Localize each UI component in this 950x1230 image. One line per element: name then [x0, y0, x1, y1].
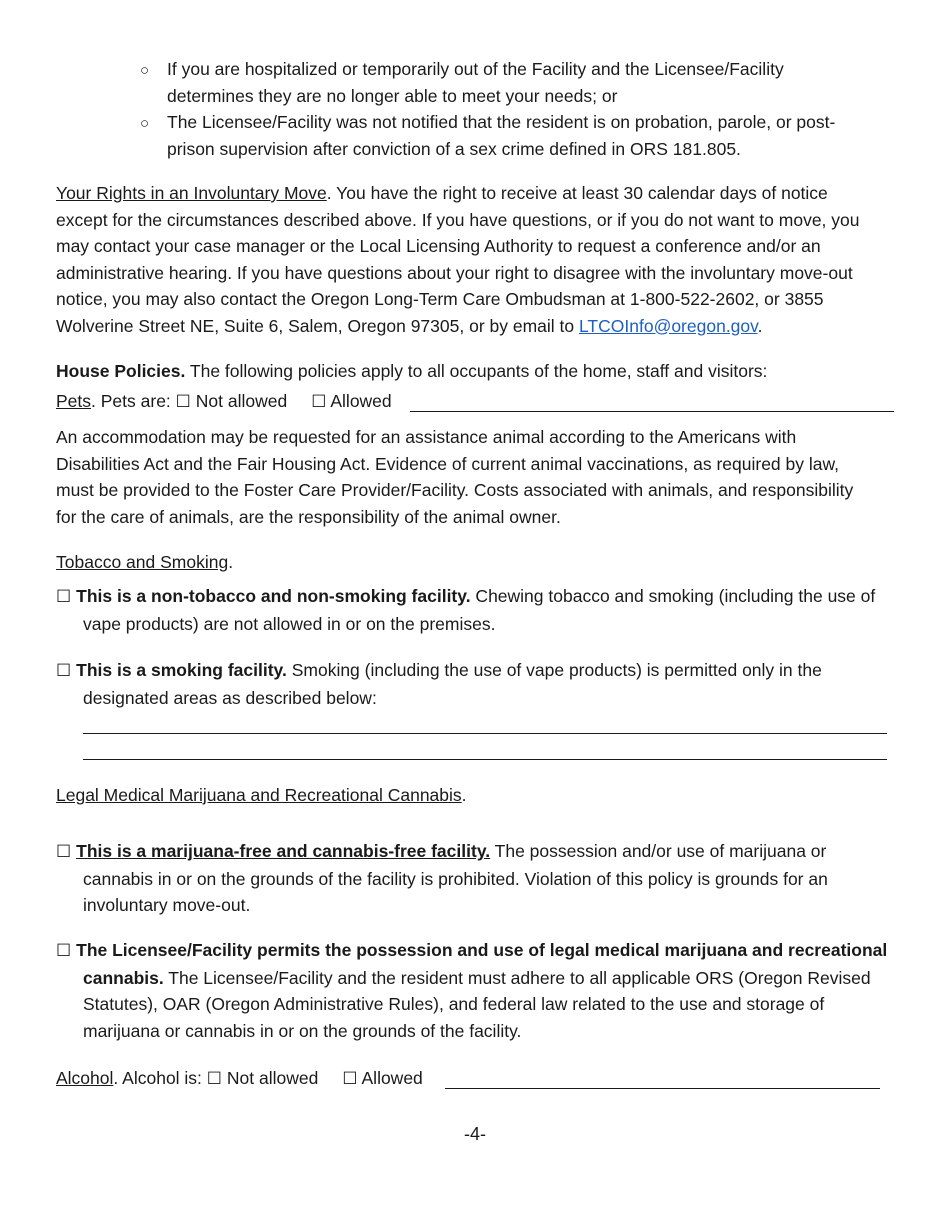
tobacco-heading: Tobacco and Smoking	[56, 552, 229, 572]
pets-label: Pets	[56, 391, 92, 411]
alcohol-allowed-blank-line[interactable]	[445, 1088, 880, 1089]
bullet-item: If you are hospitalized or temporarily out of the Facility and the Licensee/Facility determines they are no longer able to meet your needs; or	[167, 59, 784, 106]
page-number: -4-	[464, 1124, 486, 1144]
pets-line: Pets. Pets are: ☐ Not allowed ☐ Allowed	[56, 388, 392, 416]
rights-paragraph: Your Rights in an Involuntary Move. You have the right to receive at least 30 calendar days of notice except for the circumstances described above. If you have questions, or if you do not want to move, you may contact your case manager or the Local Licensing Authority to request a conference and/or an administrative hearing. If you have questions about your right to disagree with the involuntary move-out notice, you may also contact the Oregon Long-Term Care Ombudsman at 1-800-522-2602, or 3855 Wolverine Street NE, Suite 6, Salem, Oregon 97305, or by email to LTCOInfo@oregon.gov.	[56, 183, 860, 336]
tobacco-option-smoking: ☐ This is a smoking facility. Smoking (including the use of vape products) is permitted only in the designated areas as described below:	[56, 660, 822, 708]
pets-accommodation-paragraph: An accommodation may be requested for an assistance animal according to the Americans with Disabilities Act and the Fair Housing Act. Evidence of current animal vaccinations, as required by law, must be provided to the Foster Care Provider/Facility. Costs associated with animals, and responsibility for the care of animals, are the responsibility of the animal owner.	[56, 427, 854, 527]
nonsmoking-checkbox[interactable]: ☐	[56, 587, 72, 606]
marijuana-permitted-checkbox[interactable]: ☐	[56, 941, 72, 960]
marijuana-free-checkbox[interactable]: ☐	[56, 842, 72, 861]
alcohol-allowed-checkbox[interactable]: ☐	[342, 1069, 358, 1088]
smoking-areas-blank-line[interactable]	[83, 733, 887, 734]
marijuana-option-free: ☐ This is a marijuana-free and cannabis-free facility. The possession and/or use of marijuana or cannabis in or on the grounds of the facility is prohibited. Violation of this policy is grounds for an involuntary move-out.	[56, 841, 828, 915]
marijuana-heading: Legal Medical Marijuana and Recreational Cannabis	[56, 785, 462, 805]
tobacco-option-nonsmoking: ☐ This is a non-tobacco and non-smoking facility. Chewing tobacco and smoking (including the use of vape products) are not allowed in or on the premises.	[56, 586, 876, 634]
rights-heading: Your Rights in an Involuntary Move	[56, 183, 327, 203]
bullet-marker: ○	[140, 115, 150, 132]
alcohol-line: Alcohol. Alcohol is: ☐ Not allowed ☐ Allowed	[56, 1065, 423, 1093]
alcohol-label: Alcohol	[56, 1068, 114, 1088]
house-policies-heading: House Policies.	[56, 361, 186, 381]
marijuana-heading-line: Legal Medical Marijuana and Recreational Cannabis.	[56, 785, 467, 805]
ombudsman-email-link[interactable]: LTCOInfo@oregon.gov	[579, 315, 758, 336]
marijuana-option-permitted: ☐ The Licensee/Facility permits the possession and use of legal medical marijuana and recreational cannabis. The Licensee/Facility and the resident must adhere to all applicable ORS (Oregon Revised Statutes), OAR (Oregon Administrative Rules), and federal law related to the use and storage of marijuana or cannabis in or on the grounds of the facility.	[56, 940, 888, 1041]
bullet-marker: ○	[140, 62, 150, 79]
house-policies: House Policies. The following policies apply to all occupants of the home, staff and visitors:	[56, 361, 768, 381]
tobacco-heading-line: Tobacco and Smoking.	[56, 552, 234, 572]
pets-not-allowed-checkbox[interactable]: ☐	[175, 392, 191, 411]
pets-allowed-checkbox[interactable]: ☐	[311, 392, 327, 411]
smoking-checkbox[interactable]: ☐	[56, 661, 72, 680]
pets-allowed-blank-line[interactable]	[410, 411, 894, 412]
alcohol-not-allowed-checkbox[interactable]: ☐	[206, 1069, 223, 1088]
bullet-item: The Licensee/Facility was not notified that the resident is on probation, parole, or post- prison supervision after conviction of a sex crime defined in ORS 181.805.	[167, 112, 836, 159]
smoking-areas-blank-line[interactable]	[83, 759, 887, 760]
